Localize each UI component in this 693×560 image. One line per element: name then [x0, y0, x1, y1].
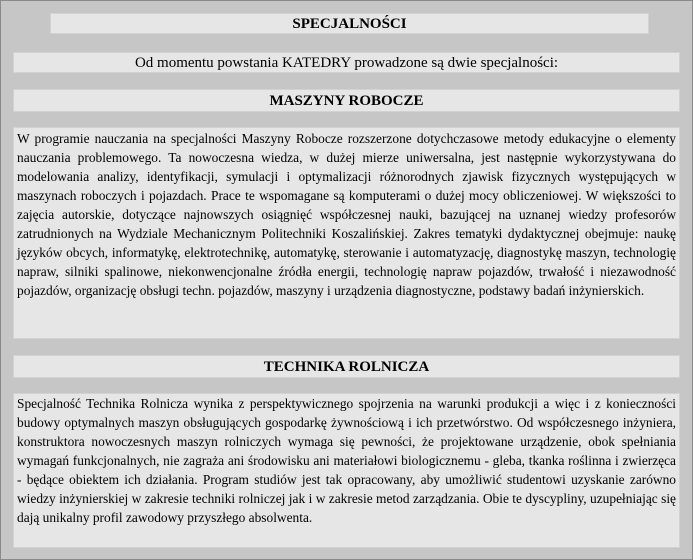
section-body-maszyny-robocze — [13, 127, 680, 339]
section-title-maszyny-robocze: MASZYNY ROBOCZE — [13, 89, 680, 112]
intro-text: Od momentu powstania KATEDRY prowadzone są dwie specjalności: — [13, 52, 680, 73]
section-body-text: Specjalność Technika Rolnicza wynika z perspektywicznego spojrzenia na warunki produkcji a więc i z konieczności budowy optymalnych maszyn obsługujących gospodarkę żywnościową i ich przetwórstwo. Od współczesnego inżyniera, konstruktora nowoczesnych maszyn rolniczych wymaga się pewności, że projektowane urządzenie, obok spełniania wymagań funkcjonalnych, nie zagraża ani środowisku ani materiałowi biologicznemu - gleba, tkanka roślinna i zwierzęca - będące obiektem ich działania. Program studiów jest tak opracowany, aby umożliwić studentowi uzyskanie zarówno wiedzy inżynierskiej w zakresie techniki rolniczej jak i w zakresie metod zarządzania. Obie te dyscypliny, uzupełniając się dają unikalny profil zawodowy przyszłego absolwenta. — [17, 396, 676, 525]
page-title: SPECJALNOŚCI — [50, 13, 649, 34]
section-title-technika-rolnicza: TECHNIKA ROLNICZA — [13, 355, 680, 378]
section-body-text: W programie nauczania na specjalności Maszyny Robocze rozszerzone dotychczasowe metody edukacyjne o elementy nauczania problemowego. Ta nowoczesna wiedza, w dużej mierze uniwersalna, jest następnie wykorzystywana do modelowania analizy, identyfikacji, symulacji i optymalizacji różnorodnych zjawisk fizycznych występujących w maszynach roboczych i pojazdach. Prace te wspomagane są komputerami o dużej mocy obliczeniowej. W większości to zajęcia autorskie, dotyczące najnowszych osiągnięć współczesnej nauki, bazującej na uznanej wiedzy profesorów zatrudnionych na Wydziale Mechanicznym Politechniki Koszalińskiej. Zakres tematyki dydaktycznej obejmuje: naukę języków obcych, informatykę, elektrotechnikę, automatykę, sterowanie i automatyzację, diagnostykę maszyn, technologię napraw, silniki spalinowe, niekonwencjonalne źródła energii, technologię napraw pojazdów, trwałość i niezawodność pojazdów, organizację obsługi techn. pojazdów, maszyny i urządzenia diagnostyczne, podstawy badań inżynierskich. — [17, 131, 676, 298]
section-body-technika-rolnicza — [13, 393, 680, 548]
